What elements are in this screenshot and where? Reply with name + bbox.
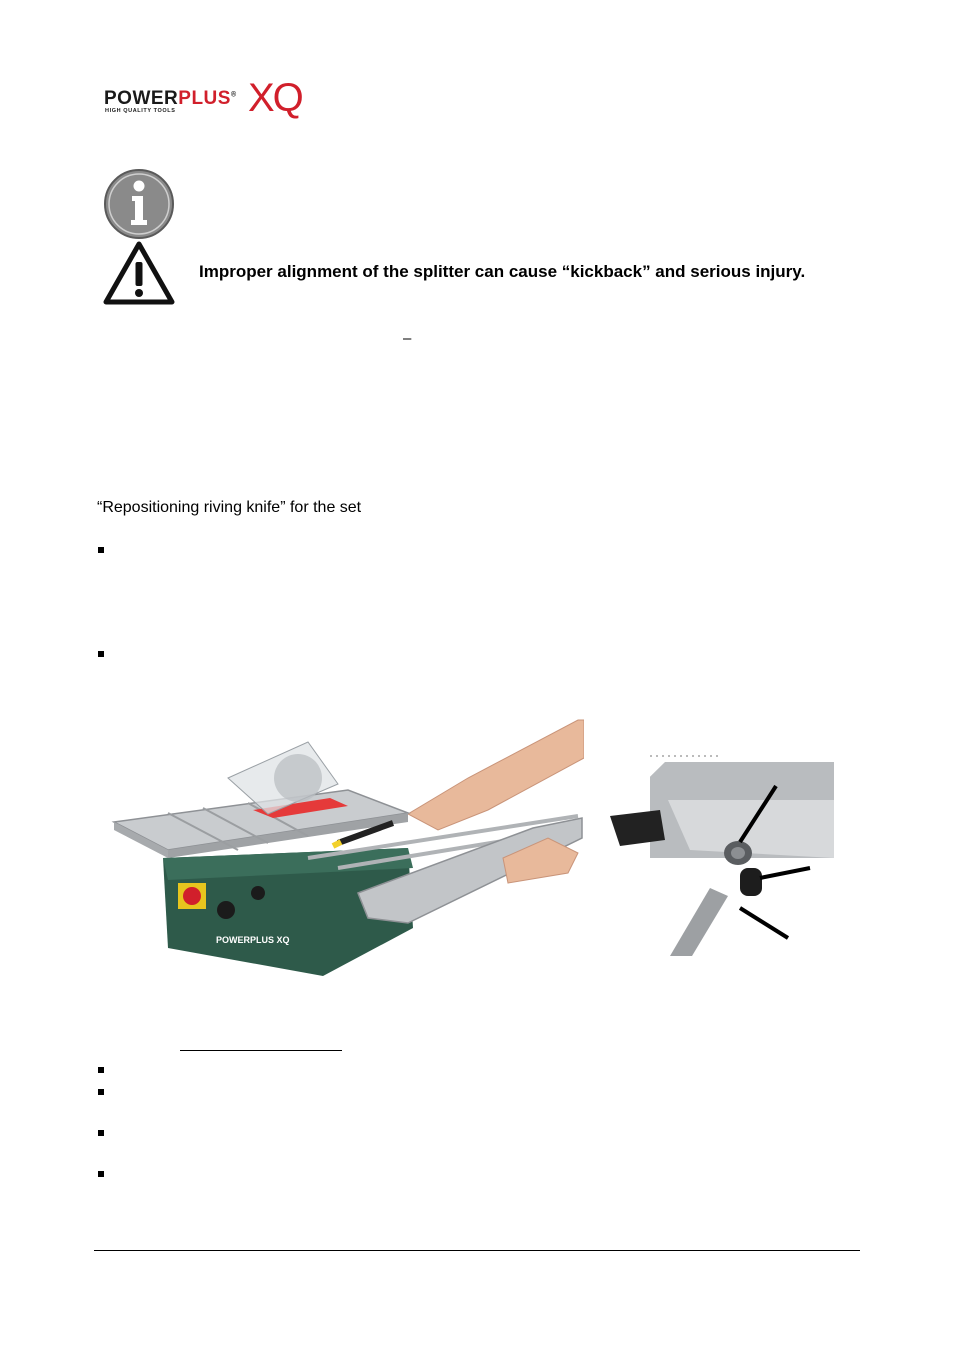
brand-xq: XQ [248, 76, 302, 120]
footer-rule [94, 1250, 860, 1251]
brand-logo [104, 88, 237, 110]
bullet-marker [98, 1089, 104, 1095]
saw-logo: POWERPLUS XQ [216, 935, 290, 945]
bullet-marker [98, 651, 104, 657]
bullet-marker [98, 1067, 104, 1073]
warning-text: Improper alignment of the splitter can cause “kickback” and serious injury. [199, 262, 806, 281]
bullet-marker [98, 547, 104, 553]
info-icon [103, 168, 175, 240]
underline-rule [180, 1050, 342, 1051]
detail-figure [610, 750, 834, 956]
brand-plus: PLUS [178, 88, 231, 109]
bullet-marker [98, 1171, 104, 1177]
bullet-marker [98, 1130, 104, 1136]
dash-mark: – [403, 330, 412, 347]
table-saw-figure [108, 718, 584, 980]
brand-main: POWER [104, 88, 179, 109]
brand-tagline: HIGH QUALITY TOOLS [105, 108, 176, 114]
brand-mark: ® [230, 91, 237, 99]
reposition-paragraph: “Repositioning riving knife” for the set [97, 499, 362, 516]
warning-icon [103, 240, 175, 306]
